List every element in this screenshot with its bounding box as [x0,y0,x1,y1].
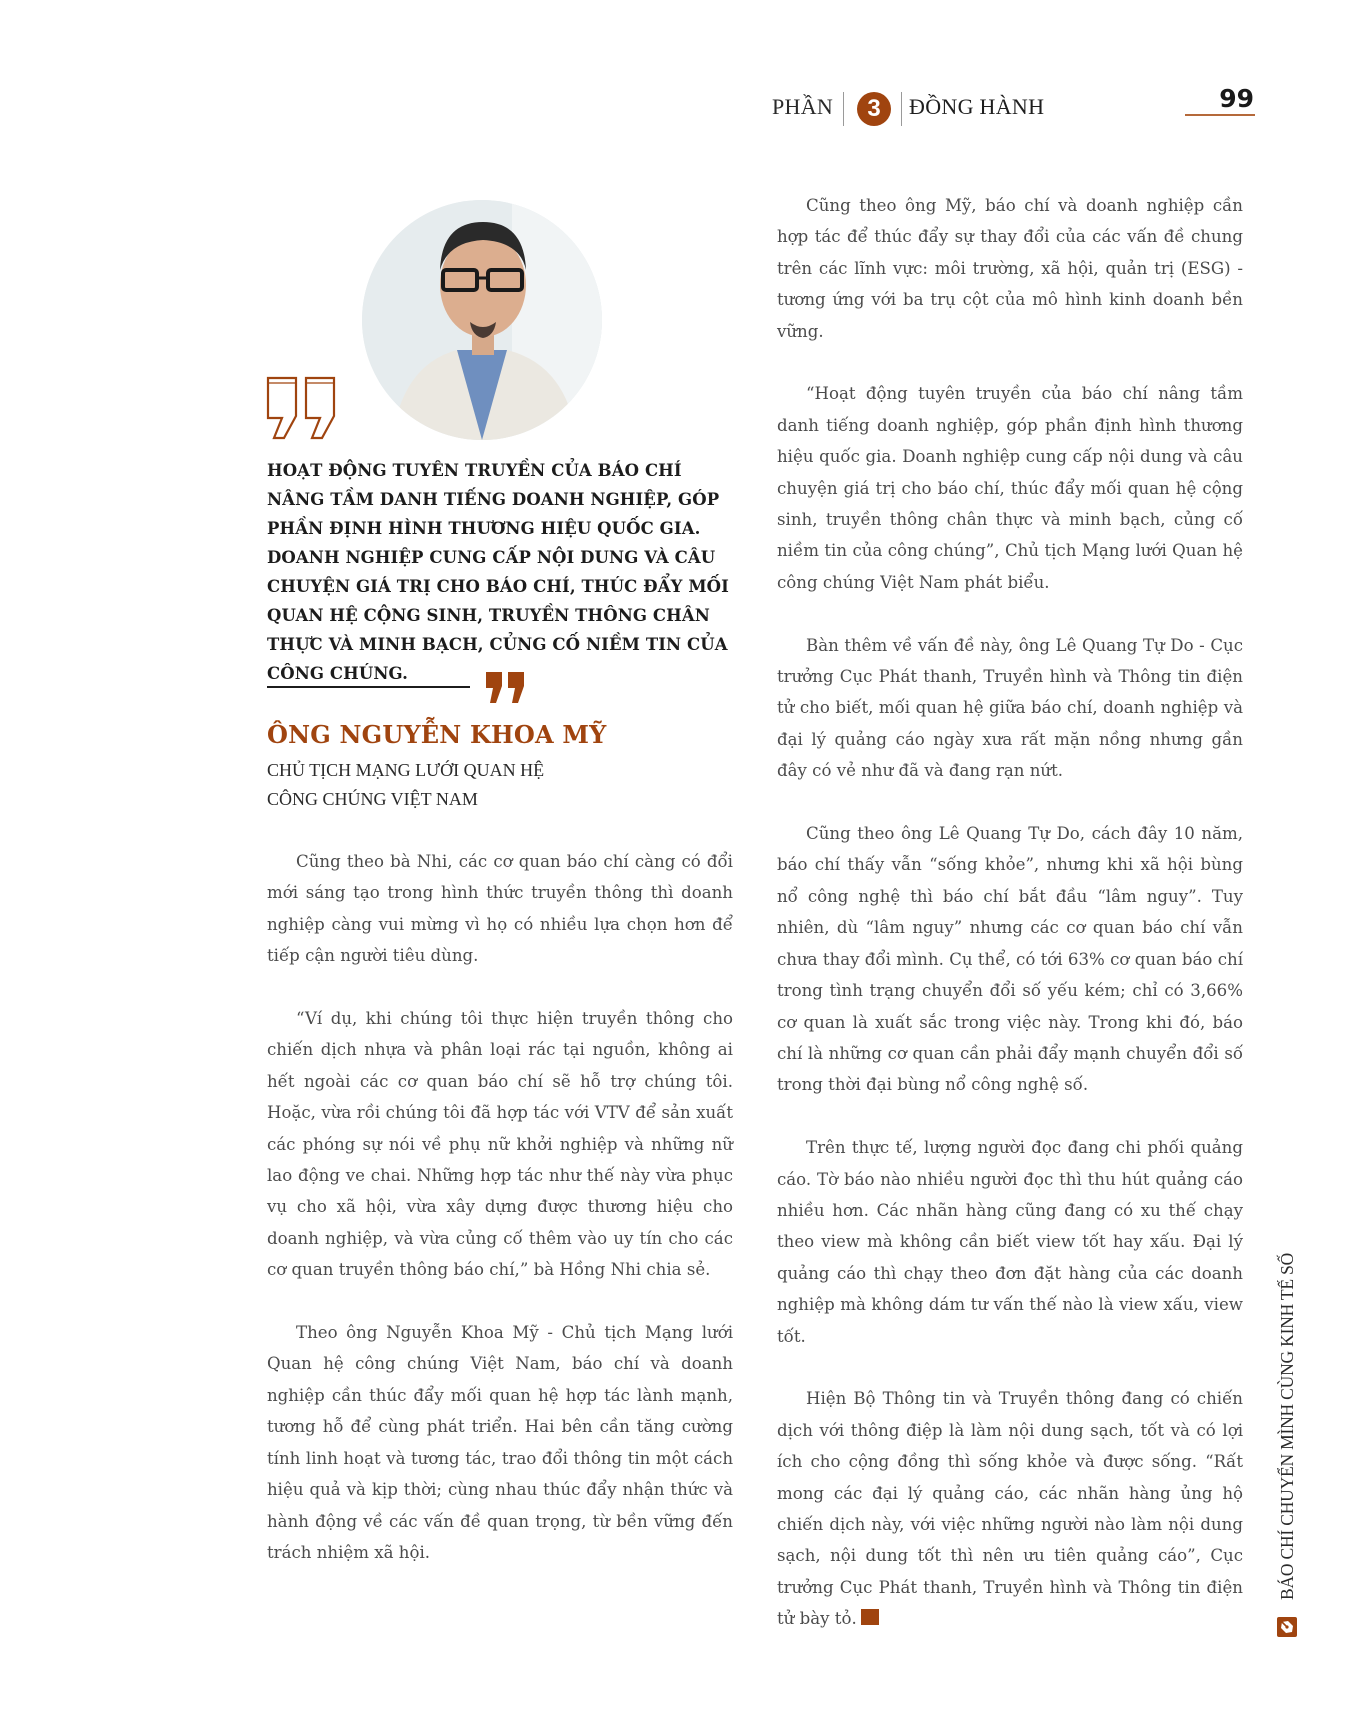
paragraph: Trên thực tế, lượng người đọc đang chi phối quảng cáo. Tờ báo nào nhiều người đọc thì thu hút quảng cáo nhiều hơn. Các nhãn hàng cũng đang có xu thế chạy theo view mà không cần biết view tốt hay xấu. Đại lý quảng cáo thì chạy theo đơn đặt hàng của các doanh nghiệp mà không dám tư vấn thế nào là view xấu, view tốt. [777,1138,1243,1346]
pen-nib-icon [1277,1617,1297,1637]
side-running-title: BÁO CHÍ CHUYỂN MÌNH CÙNG KINH TẾ SỐ [1277,1252,1297,1600]
end-square-icon [861,1609,879,1625]
speaker-role-line: CHỦ TỊCH MẠNG LƯỚI QUAN HỆ [267,760,545,780]
speaker-role [267,756,737,814]
part-label: PHẦN [772,94,834,119]
close-quote-icon [486,672,526,704]
header-divider [901,92,902,126]
paragraph: Cũng theo ông Lê Quang Tự Do, cách đây 10 năm, báo chí thấy vẫn “sống khỏe”, nhưng khi xã hội bùng nổ công nghệ thì báo chí bắt đầu “lâm nguy”. Tuy nhiên, dù “lâm nguy” nhưng các cơ quan báo chí vẫn chưa thay đổi mình. Cụ thể, có tới 63% cơ quan báo chí trong tình trạng chuyển đổi số yếu kém; chỉ có 3,66% cơ quan là xuất sắc trong việc này. Trong khi đó, báo chí là những cơ quan cần phải đẩy mạnh chuyển đổi số trong thời đại bùng nổ công nghệ số. [777,824,1243,1095]
speaker-portrait [362,200,602,440]
header-divider [843,92,844,126]
left-column [267,846,733,1600]
last-paragraph [777,1383,1243,1634]
page-number: 99 [1219,84,1254,113]
paragraph-text: Hiện Bộ Thông tin và Truyền thông đang có chiến dịch với thông điệp là làm nội dung sạch, tốt và có lợi ích cho cộng đồng thì sống khỏe và được sống. “Rất mong các đại lý quảng cáo, các nhãn hàng ủng hộ chiến dịch này, với việc những người nào làm nội dung sạch, nội dung tốt thì nên ưu tiên quảng cáo”, Cục trưởng Cục Phát thanh, Truyền hình và Thông tin điện tử bày tỏ. [777,1389,1243,1629]
speaker-role-line: CÔNG CHÚNG VIỆT NAM [267,789,478,809]
right-column [777,190,1243,1666]
paragraph: Cũng theo bà Nhi, các cơ quan báo chí càng có đổi mới sáng tạo trong hình thức truyền thông thì doanh nghiệp càng vui mừng vì họ có nhiều lựa chọn hơn để tiếp cận người tiêu dùng. [267,852,733,966]
speaker-name: ÔNG NGUYỄN KHOA MỸ [267,720,607,749]
open-quote-icon [266,376,338,442]
pullquote-text: HOẠT ĐỘNG TUYÊN TRUYỀN CỦA BÁO CHÍ NÂNG TẦM DANH TIẾNG DOANH NGHIỆP, GÓP PHẦN ĐỊNH HÌNH THƯƠNG HIỆU QUỐC GIA. DOANH NGHIỆP CUNG CẤP NỘI DUNG VÀ CÂU CHUYỆN GIÁ TRỊ CHO BÁO CHÍ, THÚC ĐẨY MỐI QUAN HỆ CỘNG SINH, TRUYỀN THÔNG CHÂN THỰC VÀ MINH BẠCH, CỦNG CỐ NIỀM TIN CỦA CÔNG CHÚNG. [267,461,729,683]
portrait-illustration [362,200,602,440]
paragraph: “Hoạt động tuyên truyền của báo chí nâng tầm danh tiếng doanh nghiệp, góp phần định hình thương hiệu quốc gia. Doanh nghiệp cung cấp nội dung và câu chuyện giá trị cho báo chí, thúc đẩy mối quan hệ cộng sinh, truyền thông chân thực và minh bạch, củng cố niềm tin của công chúng”, Chủ tịch Mạng lưới Quan hệ công chúng Việt Nam phát biểu. [777,384,1243,592]
paragraph: Theo ông Nguyễn Khoa Mỹ - Chủ tịch Mạng lưới Quan hệ công chúng Việt Nam, báo chí và doanh nghiệp cần thúc đẩy mối quan hệ hợp tác lành mạnh, tương hỗ để cùng phát triển. Hai bên cần tăng cường tính linh hoạt và tương tác, trao đổi thông tin một cách hiệu quả và kịp thời; cùng nhau thúc đẩy nhận thức và hành động về các vấn đề quan trọng, từ bền vững đến trách nhiệm xã hội. [267,1323,733,1562]
page-number-underline [1185,114,1255,116]
section-title: ĐỒNG HÀNH [909,94,1045,119]
part-number-badge: 3 [857,92,891,126]
paragraph: Bàn thêm về vấn đề này, ông Lê Quang Tự Do - Cục trưởng Cục Phát thanh, Truyền hình và Thông tin điện tử cho biết, mối quan hệ giữa báo chí, doanh nghiệp và đại lý quảng cáo ngày xưa rất mặn nồng nhưng gần đây có vẻ như đã và đang rạn nứt. [777,635,1243,781]
pullquote-divider [267,686,470,688]
paragraph: Cũng theo ông Mỹ, báo chí và doanh nghiệp cần hợp tác để thúc đẩy sự thay đổi của các vấn đề chung trên các lĩnh vực: môi trường, xã hội, quản trị (ESG) - tương ứng với ba trụ cột của mô hình kinh doanh bền vững. [777,196,1243,341]
paragraph: “Ví dụ, khi chúng tôi thực hiện truyền thông cho chiến dịch nhựa và phân loại rác tại nguồn, không ai hết ngoài các cơ quan báo chí sẽ hỗ trợ chúng tôi. Hoặc, vừa rồi chúng tôi đã hợp tác với VTV để sản xuất các phóng sự nói về phụ nữ khởi nghiệp và những nữ lao động ve chai. Những hợp tác như thế này vừa phục vụ cho xã hội, vừa xây dựng được thương hiệu cho doanh nghiệp, và vừa củng cố thêm vào uy tín cho các cơ quan truyền thông báo chí,” bà Hồng Nhi chia sẻ. [267,1009,733,1280]
